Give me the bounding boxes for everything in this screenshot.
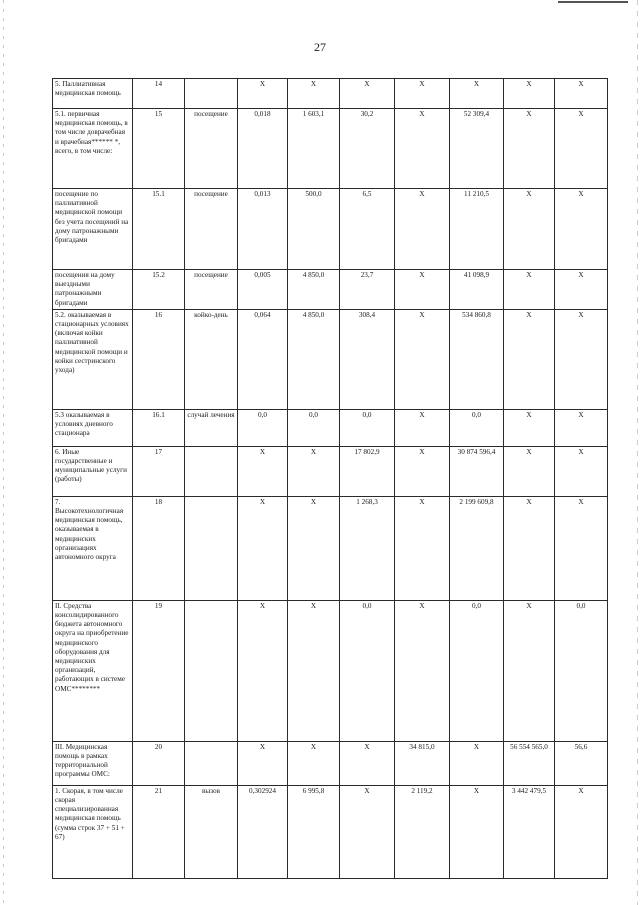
table-cell: Х [288,446,340,496]
table-cell: Х [450,79,504,109]
table-cell: Х [555,270,608,310]
table-cell: Х [555,496,608,600]
row-label: 1. Скорая, в том числе скорая специализированная медицинская помощь (сумма строк 37 + 51 + 67) [53,785,133,878]
scan-edge-left [3,0,4,905]
table-cell: Х [288,600,340,741]
table-row [53,189,608,270]
table-cell: Х [340,741,395,785]
table-cell: Х [555,79,608,109]
row-label: 6. Иные государственные и муниципальные услуги (работы) [53,446,133,496]
table-cell: 56 554 565,0 [504,741,555,785]
row-label: 5.1. первичная медицинская помощь, в том числе доврачебная и врачебная****** *, всего, в том числе: [53,109,133,189]
table-cell: Х [395,189,450,270]
table-cell: Х [555,189,608,270]
table-cell: Х [450,785,504,878]
table-cell: 23,7 [340,270,395,310]
table-cell: 0,0 [450,600,504,741]
table-cell: 2 199 609,8 [450,496,504,600]
row-unit [185,496,238,600]
table-cell: Х [340,79,395,109]
table-cell: 41 098,9 [450,270,504,310]
row-label: III. Медицинская помощь в рамках территориальной программы ОМС: [53,741,133,785]
row-unit [185,741,238,785]
row-number: 16 [133,309,185,409]
row-unit: посещение [185,270,238,310]
table-cell: 52 309,4 [450,109,504,189]
table-cell: 6 995,8 [288,785,340,878]
table-cell: Х [555,446,608,496]
row-number: 18 [133,496,185,600]
row-label: 5. Паллиативная медицинская помощь [53,79,133,109]
table-cell: Х [555,785,608,878]
table-cell: 6,5 [340,189,395,270]
row-unit: вызов [185,785,238,878]
row-unit [185,79,238,109]
page-number: 27 [314,40,326,54]
table-cell: Х [504,79,555,109]
table-cell: Х [395,79,450,109]
row-number: 16.1 [133,409,185,446]
row-unit: посещение [185,109,238,189]
table-cell: 534 860,8 [450,309,504,409]
table-row [53,741,608,785]
table-row [53,79,608,109]
table-row [53,309,608,409]
table-row [53,600,608,741]
table-cell: Х [288,741,340,785]
table-cell: 17 802,9 [340,446,395,496]
table-cell: 0,064 [238,309,288,409]
table-cell: Х [555,309,608,409]
row-unit [185,446,238,496]
table-cell: Х [238,496,288,600]
row-unit: посещение [185,189,238,270]
table-cell: Х [238,446,288,496]
table-row [53,785,608,878]
table-cell: 1 603,1 [288,109,340,189]
row-label: II. Средства консолидированного бюджета автономного округа на приобретение медицинского оборудования для медицинских организаций, работающих в системе ОМС******** [53,600,133,741]
table-cell: 11 210,5 [450,189,504,270]
row-number: 21 [133,785,185,878]
table-cell: 0,302924 [238,785,288,878]
row-number: 15.2 [133,270,185,310]
table-cell: 3 442 479,5 [504,785,555,878]
table-cell: Х [504,270,555,310]
table-cell: Х [340,785,395,878]
row-label: посещение по паллиативной медицинской помощи без учета посещений на дому патронажными бригадами [53,189,133,270]
table-cell: Х [395,309,450,409]
row-number: 19 [133,600,185,741]
table-cell: 34 815,0 [395,741,450,785]
table-cell: 0,005 [238,270,288,310]
row-label: 5.2. оказываемая в стационарных условиях (включая койки паллиативной медицинской помощи и койки сестринского ухода) [53,309,133,409]
table-cell: Х [395,496,450,600]
row-unit [185,600,238,741]
table-cell: 0,0 [555,600,608,741]
table-cell: 0,0 [340,600,395,741]
table-cell: 4 850,0 [288,309,340,409]
table-cell: 0,018 [238,109,288,189]
table-row [53,270,608,310]
table-cell: 2 119,2 [395,785,450,878]
table-row [53,496,608,600]
table-cell: 1 268,3 [340,496,395,600]
table-cell: Х [555,409,608,446]
table-cell: Х [288,79,340,109]
table-cell: Х [504,600,555,741]
table-cell: Х [395,409,450,446]
table-cell: 0,0 [288,409,340,446]
table-cell: Х [450,741,504,785]
table-row [53,109,608,189]
table-cell: 30,2 [340,109,395,189]
row-label: 5.3 оказываемая в условиях дневного стационара [53,409,133,446]
table-cell: 308,4 [340,309,395,409]
table-cell: Х [504,109,555,189]
table-cell: 0,0 [340,409,395,446]
row-unit: случай лечения [185,409,238,446]
table-cell: Х [395,600,450,741]
row-label: посещения на дому выездными патронажными бригадами [53,270,133,310]
row-unit: койко-день [185,309,238,409]
table-cell: 0,0 [238,409,288,446]
data-table [52,78,608,879]
table-cell: Х [504,446,555,496]
table-cell: Х [504,309,555,409]
table-cell: Х [288,496,340,600]
table-cell: 0,0 [450,409,504,446]
table-cell: 0,013 [238,189,288,270]
table-cell: Х [395,270,450,310]
scan-mark [558,1,628,3]
table-cell: Х [395,446,450,496]
table-cell: 500,0 [288,189,340,270]
table-row [53,409,608,446]
row-number: 15 [133,109,185,189]
table-cell: Х [504,189,555,270]
table-cell: 30 874 596,4 [450,446,504,496]
row-number: 14 [133,79,185,109]
table-cell: Х [238,79,288,109]
table-cell: Х [238,600,288,741]
table-cell: Х [504,409,555,446]
table-cell: Х [395,109,450,189]
row-number: 20 [133,741,185,785]
table-row [53,446,608,496]
table-cell: 56,6 [555,741,608,785]
table-cell: Х [504,496,555,600]
table-cell: 4 850,0 [288,270,340,310]
table-cell: Х [238,741,288,785]
row-number: 15.1 [133,189,185,270]
table-cell: Х [555,109,608,189]
row-number: 17 [133,446,185,496]
row-label: 7. Высокотехнологичная медицинская помощь, оказываемая в медицинских организациях автономного округа [53,496,133,600]
scan-edge-right [637,0,638,905]
